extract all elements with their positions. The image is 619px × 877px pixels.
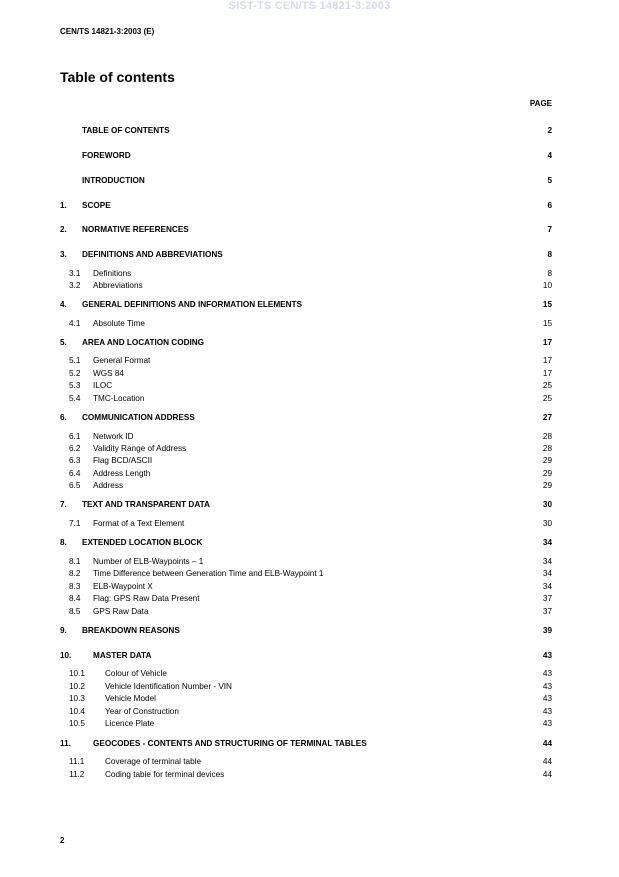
toc-entry-title: Time Difference between Generation Time and ELB-Waypoint 1: [93, 569, 324, 578]
toc-entry-page: 15: [542, 300, 552, 309]
toc-entry[interactable]: [60, 225, 552, 235]
toc-entry-title: NORMATIVE REFERENCES: [82, 225, 189, 234]
toc-entry-title: ILOC: [93, 381, 113, 390]
toc-entry[interactable]: [60, 394, 552, 404]
toc-entry-title: Number of ELB-Waypoints – 1: [93, 557, 204, 566]
toc-entry-page: 4: [547, 151, 552, 160]
toc-entry-number: 10.3: [69, 694, 85, 703]
toc-entry[interactable]: [60, 707, 552, 717]
toc-entry[interactable]: [60, 557, 552, 567]
toc-entry-number: 5.3: [69, 381, 81, 390]
toc-entry-number: 8.1: [69, 557, 81, 566]
toc-entry-title: Abbreviations: [93, 281, 143, 290]
toc-entry-page: 34: [542, 557, 552, 566]
toc-entry-page: 29: [542, 456, 552, 465]
toc-entry-title: Coverage of terminal table: [105, 757, 202, 766]
toc-entry-page: 6: [547, 201, 552, 210]
toc-entry-title: Flag BCD/ASCII: [93, 456, 153, 465]
toc-entry-title: GENERAL DEFINITIONS AND INFORMATION ELEMENTS: [82, 300, 303, 309]
toc-entry-page: 44: [542, 739, 552, 748]
toc-entry-title: Format of a Text Element: [93, 519, 185, 528]
toc-entry[interactable]: [60, 569, 552, 579]
toc-entry[interactable]: [60, 682, 552, 692]
toc-entry[interactable]: [60, 356, 552, 366]
toc-entry-number: 5.1: [69, 356, 81, 365]
toc-entry[interactable]: [60, 369, 552, 379]
toc-entry-title: Validity Range of Address: [93, 444, 187, 453]
toc-entry-page: 17: [542, 356, 552, 365]
toc-entry-page: 17: [542, 338, 552, 347]
toc-entry-title: Coding table for terminal devices: [105, 770, 225, 779]
toc-entry-page: 27: [542, 413, 552, 422]
toc-entry[interactable]: [60, 381, 552, 391]
toc-entry-number: 8.5: [69, 607, 81, 616]
toc-entry-page: 15: [542, 319, 552, 328]
toc-entry[interactable]: [60, 250, 552, 260]
toc-entry-number: 3.1: [69, 269, 81, 278]
toc-entry-page: 10: [542, 281, 552, 290]
toc-entry-page: 43: [542, 694, 552, 703]
document-id: CEN/TS 14821-3:2003 (E): [60, 27, 155, 36]
toc-entry[interactable]: [60, 719, 552, 729]
toc-entry[interactable]: [60, 338, 552, 348]
toc-entry-title: ELB-Waypoint X: [93, 582, 153, 591]
toc-entry-number: 10.2: [69, 682, 85, 691]
toc-entry-title: SCOPE: [82, 201, 111, 210]
toc-entry-number: 6.5: [69, 481, 81, 490]
toc-entry-page: 44: [542, 770, 552, 779]
toc-entry-number: 7.1: [69, 519, 81, 528]
toc-entry-page: 43: [542, 651, 552, 660]
toc-entry-number: 6.: [60, 413, 67, 422]
toc-entry-page: 17: [542, 369, 552, 378]
toc-entry-title: DEFINITIONS AND ABBREVIATIONS: [82, 250, 223, 259]
toc-entry[interactable]: [60, 413, 552, 423]
toc-entry-page: 43: [542, 707, 552, 716]
toc-entry-number: 5.2: [69, 369, 81, 378]
toc-entry-page: 7: [547, 225, 552, 234]
toc-entry-title: INTRODUCTION: [82, 176, 145, 185]
toc-entry-page: 43: [542, 682, 552, 691]
page-column-heading: PAGE: [529, 99, 552, 108]
footer-page-number: 2: [60, 836, 65, 845]
toc-entry-page: 34: [542, 569, 552, 578]
toc-entry-number: 9.: [60, 626, 67, 635]
toc-entry-title: Definitions: [93, 269, 132, 278]
toc-entry[interactable]: [60, 456, 552, 466]
toc-entry-number: 11.2: [69, 770, 85, 779]
toc-entry-page: 29: [542, 469, 552, 478]
toc-entry-number: 4.: [60, 300, 67, 309]
toc-entry-number: 8.4: [69, 594, 81, 603]
toc-entry[interactable]: [60, 739, 552, 749]
toc-entry-number: 5.4: [69, 394, 81, 403]
toc-entry[interactable]: [60, 281, 552, 291]
toc-entry-page: 37: [542, 594, 552, 603]
toc-entry-number: 1.: [60, 201, 67, 210]
toc-entry-number: 10.4: [69, 707, 85, 716]
watermark: SIST-TS CEN/TS 14821-3:2003: [228, 0, 391, 12]
toc-entry[interactable]: [60, 582, 552, 592]
toc-entry-number: 6.1: [69, 432, 81, 441]
toc-entry[interactable]: [60, 126, 552, 136]
toc-entry-number: 6.4: [69, 469, 81, 478]
toc-entry-title: Vehicle Model: [105, 694, 156, 703]
toc-entry-title: GEOCODES - CONTENTS AND STRUCTURING OF TERMINAL TABLES: [93, 739, 367, 748]
toc-entry-page: 43: [542, 669, 552, 678]
toc-entry-number: 11.1: [69, 757, 85, 766]
toc-entry-number: 7.: [60, 500, 67, 509]
toc-entry[interactable]: [60, 770, 552, 780]
toc-entry-page: 8: [547, 250, 552, 259]
toc-entry-title: EXTENDED LOCATION BLOCK: [82, 538, 203, 547]
toc-entry-number: 3.2: [69, 281, 81, 290]
toc-entry[interactable]: [60, 481, 552, 491]
toc-entry[interactable]: [60, 300, 552, 310]
toc-entry-number: 11.: [60, 739, 71, 748]
toc-entry-page: 5: [547, 176, 552, 185]
page-title: Table of contents: [60, 69, 175, 85]
toc-entry[interactable]: [60, 500, 552, 510]
toc-entry-page: 30: [542, 519, 552, 528]
toc-entry-page: 29: [542, 481, 552, 490]
toc-entry-title: Flag: GPS Raw Data Present: [93, 594, 200, 603]
toc-entry-page: 8: [547, 269, 552, 278]
toc-entry[interactable]: [60, 651, 552, 661]
toc-entry-page: 25: [542, 381, 552, 390]
toc-entry-title: Address Length: [93, 469, 151, 478]
toc-entry-title: FOREWORD: [82, 151, 131, 160]
toc-entry-number: 6.2: [69, 444, 81, 453]
toc-entry-number: 3.: [60, 250, 67, 259]
toc-entry-title: TABLE OF CONTENTS: [82, 126, 170, 135]
toc-entry-page: 2: [547, 126, 552, 135]
toc-entry[interactable]: [60, 538, 552, 548]
toc-entry[interactable]: [60, 607, 552, 617]
toc-entry-page: 37: [542, 607, 552, 616]
toc-entry-title: Absolute Time: [93, 319, 145, 328]
toc-entry-title: Vehicle Identification Number - VIN: [105, 682, 232, 691]
toc-entry-number: 8.2: [69, 569, 81, 578]
toc-entry-title: COMMUNICATION ADDRESS: [82, 413, 195, 422]
toc-entry-title: Address: [93, 481, 124, 490]
toc-entry[interactable]: [60, 694, 552, 704]
toc-entry[interactable]: [60, 319, 552, 329]
toc-entry[interactable]: [60, 757, 552, 767]
toc-entry-page: 28: [542, 444, 552, 453]
toc-entry-title: TMC-Location: [93, 394, 145, 403]
toc-entry-number: 8.3: [69, 582, 81, 591]
toc-entry[interactable]: [60, 519, 552, 529]
toc-entry-page: 30: [542, 500, 552, 509]
toc-entry[interactable]: [60, 201, 552, 211]
toc-entry-number: 4.1: [69, 319, 81, 328]
toc-entry-number: 10.: [60, 651, 72, 660]
toc-entry-page: 34: [542, 538, 552, 547]
toc-entry-number: 5.: [60, 338, 67, 347]
toc-entry-page: 39: [542, 626, 552, 635]
toc-entry-title: BREAKDOWN REASONS: [82, 626, 180, 635]
toc-entry[interactable]: [60, 594, 552, 604]
toc-entry-title: WGS 84: [93, 369, 124, 378]
toc-entry-title: Licence Plate: [105, 719, 155, 728]
toc-entry[interactable]: [60, 626, 552, 636]
toc-entry-number: 6.3: [69, 456, 81, 465]
toc-entry-page: 34: [542, 582, 552, 591]
toc-entry[interactable]: [60, 176, 552, 186]
toc-entry[interactable]: [60, 269, 552, 279]
toc-entry-number: 2.: [60, 225, 67, 234]
toc-entry-title: MASTER DATA: [93, 651, 152, 660]
toc-entry-title: AREA AND LOCATION CODING: [82, 338, 205, 347]
toc-entry-title: General Format: [93, 356, 151, 365]
toc-entry-title: TEXT AND TRANSPARENT DATA: [82, 500, 210, 509]
toc-entry[interactable]: [60, 669, 552, 679]
toc-entry-number: 10.5: [69, 719, 85, 728]
toc-entry-page: 25: [542, 394, 552, 403]
toc-entry-number: 8.: [60, 538, 67, 547]
toc-entry-title: Year of Construction: [105, 707, 179, 716]
toc-entry[interactable]: [60, 469, 552, 479]
toc-entry-number: 10.1: [69, 669, 85, 678]
toc-entry[interactable]: [60, 444, 552, 454]
toc-entry-title: Network ID: [93, 432, 134, 441]
toc-entry-page: 44: [542, 757, 552, 766]
toc-entry-page: 28: [542, 432, 552, 441]
toc-entry-title: GPS Raw Data: [93, 607, 149, 616]
toc-entry-page: 43: [542, 719, 552, 728]
toc-entry[interactable]: [60, 151, 552, 161]
toc-entry[interactable]: [60, 432, 552, 442]
toc-entry-title: Colour of Vehicle: [105, 669, 167, 678]
